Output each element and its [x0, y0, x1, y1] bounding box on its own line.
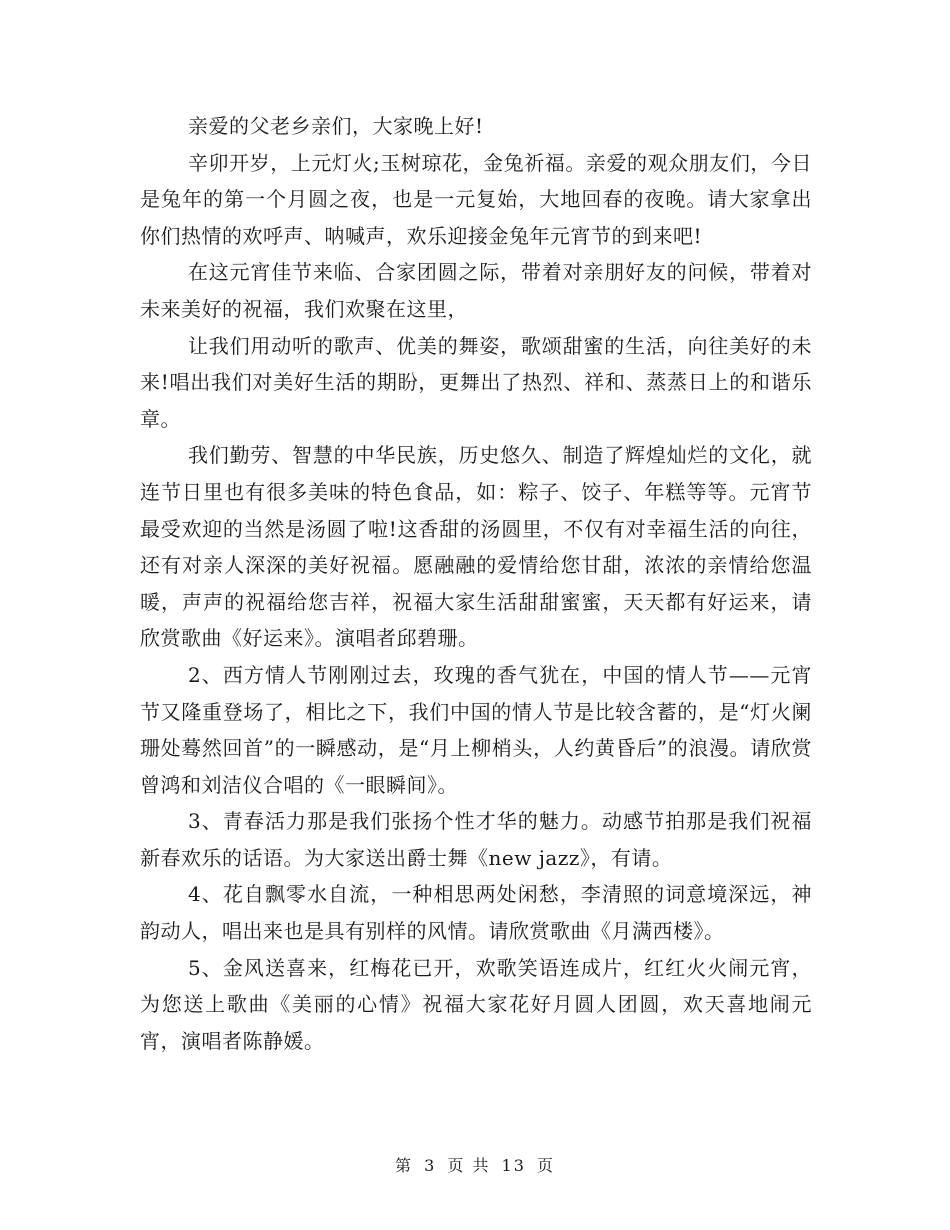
page-footer	[0, 1156, 950, 1176]
paragraph-song-dance: 让我们用动听的歌声、优美的舞姿，歌颂甜蜜的生活，向往美好的未来!唱出我们对美好生活的期盼，更舞出了热烈、祥和、蒸蒸日上的和谐乐章。	[140, 333, 812, 431]
footer-suffix: 页	[537, 1156, 556, 1175]
paragraph-reunion: 在这元宵佳节来临、合家团圆之际，带着对亲朋好友的问候，带着对未来美好的祝福，我们欢聚在这里，	[140, 260, 812, 321]
footer-total-pages: 13	[501, 1156, 526, 1175]
paragraph-program-3: 3、青春活力那是我们张扬个性才华的魅力。动感节拍那是我们祝福新春欢乐的话语。为大家送出爵士舞《new jazz》，有请。	[140, 809, 812, 870]
paragraph-opening: 辛卯开岁，上元灯火;玉树琼花，金兔祈福。亲爱的观众朋友们，今日是兔年的第一个月圆之夜，也是一元复始，大地回春的夜晚。请大家拿出你们热情的欢呼声、呐喊声，欢乐迎接金兔年元宵节的到来吧!	[140, 150, 812, 248]
paragraph-program-4: 4、花自飘零水自流，一种相思两处闲愁，李清照的词意境深远，神韵动人，唱出来也是具有别样的风情。请欣赏歌曲《月满西楼》。	[140, 882, 812, 944]
footer-current-page: 3	[424, 1156, 437, 1175]
footer-middle: 页 共	[447, 1156, 491, 1175]
paragraph-program-2: 2、西方情人节刚刚过去，玫瑰的香气犹在，中国的情人节——元宵节又隆重登场了，相比之下，我们中国的情人节是比较含蓄的，是“灯火阑珊处蓦然回首”的一瞬感动，是“月上柳梢头，人约黄昏后”的浪漫。请欣赏曾鸿和刘洁仪合唱的《一眼瞬间》。	[140, 662, 812, 797]
footer-prefix: 第	[394, 1156, 413, 1175]
paragraph-program-1: 我们勤劳、智慧的中华民族，历史悠久、制造了辉煌灿烂的文化，就连节日里也有很多美味的特色食品，如：粽子、饺子、年糕等等。元宵节最受欢迎的当然是汤圆了啦!这香甜的汤圆里，不仅有对幸福生活的向往，还有对亲人深深的美好祝福。愿融融的爱情给您甘甜，浓浓的亲情给您温暖，声声的祝福给您吉祥，祝福大家生活甜甜蜜蜜，天天都有好运来，请欣赏歌曲《好运来》。演唱者邱碧珊。	[140, 443, 812, 651]
document-body	[140, 108, 812, 1059]
paragraph-greeting: 亲爱的父老乡亲们，大家晚上好!	[188, 114, 484, 138]
paragraph-program-5: 5、金风送喜来，红梅花已开，欢歌笑语连成片，红红火火闹元宵，为您送上歌曲《美丽的心情》祝福大家花好月圆人团圆，欢天喜地闹元宵，演唱者陈静媛。	[140, 955, 812, 1053]
